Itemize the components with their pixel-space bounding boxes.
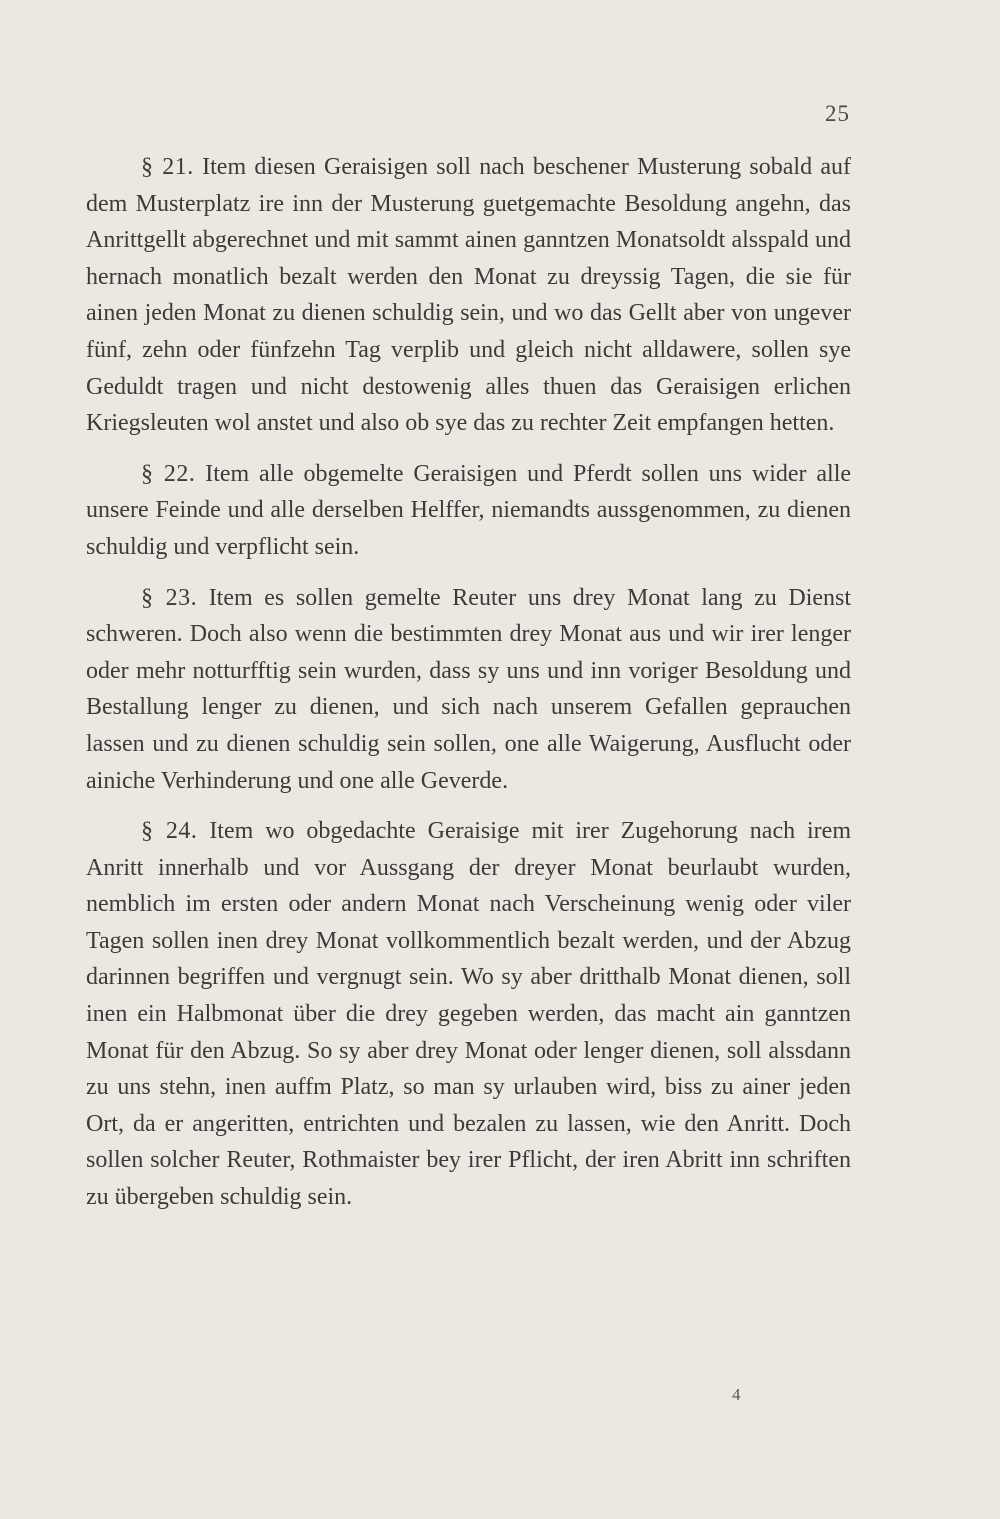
body-text — [86, 149, 851, 1230]
paragraph-text: Item wo obgedachte Geraisige mit irer Zugehorung nach irem Anritt innerhalb und vor Aussgang der dreyer Monat beurlaubt wurden, nemblich im ersten oder andern Monat nach Verscheinung wenig oder viler Tagen sollen inen drey Monat vollkommentlich bezalt werden, und der Abzug darinnen begriffen und vergnugt sein. Wo sy aber dritthalb Monat dienen, soll inen ein Halbmonat über die drey gegeben werden, das macht ain ganntzen Monat für den Abzug. So sy aber drey Monat oder lenger dienen, soll alssdann zu uns stehn, inen auffm Platz, so man sy urlauben wird, biss zu ainer jeden Ort, da er angeritten, entrichten und bezalen zu lassen, wie den Anritt. Doch sollen solcher Reuter, Rothmaister bey irer Pflicht, der iren Abritt inn schriften zu übergeben schuldig sein. — [86, 818, 851, 1211]
paragraph-text: Item diesen Geraisigen soll nach beschener Musterung sobald auf dem Musterplatz ire inn der Musterung guetgemachte Besoldung angehn, das Anrittgellt abgerechnet und mit sammt ainen ganntzen Monatsoldt alsspald und hernach monatlich bezalt werden den Monat zu dreyssig Tagen, die sie für ainen jeden Monat zu dienen schuldig sein, und wo das Gellt aber von ungever fünf, zehn oder fünfzehn Tag verplib und gleich nicht alldawere, sollen sye Geduldt tragen und nicht destowenig alles thuen das Geraisigen erlichen Kriegsleuten wol anstet und also ob sye das zu rechter Zeit empfangen hetten. — [86, 154, 852, 437]
paragraph-22 — [86, 456, 851, 566]
paragraph-text: Item es sollen gemelte Reuter uns drey Monat lang zu Dienst schweren. Doch also wenn die bestimmten drey Monat aus und wir irer lenger oder mehr notturfftig sein wurden, dass sy uns und inn voriger Besoldung und Bestallung lenger zu dienen, und sich nach unserem Gefallen geprauchen lassen und zu dienen schuldig sein sollen, one alle Waigerung, Ausflucht oder ainiche Verhinderung und one alle Geverde. — [86, 584, 852, 794]
section-marker: § 22. — [141, 460, 196, 487]
paragraph-23 — [86, 580, 851, 800]
page-number: 25 — [825, 101, 850, 126]
paragraph-text: Item alle obgemelte Geraisigen und Pferdt sollen uns wider alle unsere Feinde und alle derselben Helffer, niemandts aussgenommen, zu dienen schuldig und verpflicht sein. — [86, 460, 852, 560]
paragraph-24 — [86, 813, 851, 1216]
signature-mark: 4 — [732, 1385, 741, 1404]
paragraph-21 — [86, 149, 851, 442]
section-marker: § 23. — [141, 584, 198, 611]
section-marker: § 24. — [141, 818, 198, 845]
section-marker: § 21. — [141, 154, 194, 180]
